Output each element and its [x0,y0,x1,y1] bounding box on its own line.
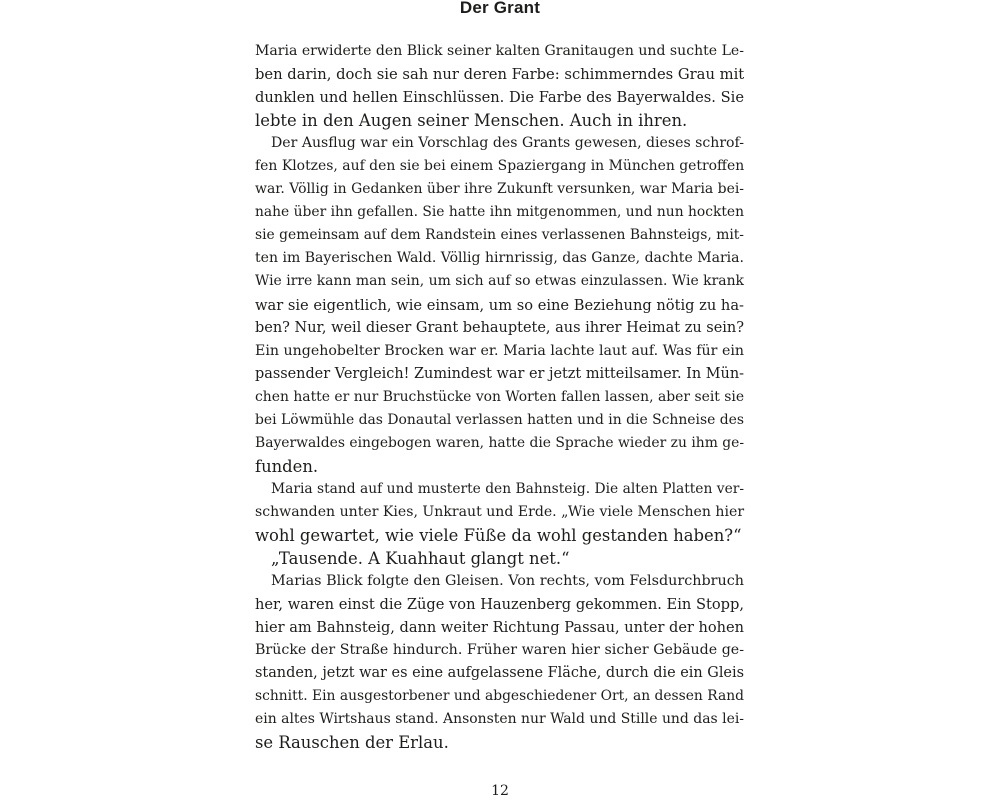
text-line: Ein ungehobelter Brocken war er. Maria lachte laut auf. Was für ein [255,342,744,359]
paragraph-3 [255,478,744,547]
text-line: Bayerwaldes eingebogen waren, hatte die Sprache wieder zu ihm ge- [255,434,745,451]
text-line: war sie eigentlich, wie einsam, um so eine Beziehung nötig zu ha- [255,296,744,314]
text-line: ten im Bayerischen Wald. Völlig hirnrissig, das Ganze, dachte Maria. [255,250,744,267]
running-head-title: Der Grant [459,0,541,17]
text-line: wohl gewartet, wie viele Füße da wohl gestanden haben?“ [255,525,742,545]
text-line: sie gemeinsam auf dem Randstein eines verlassenen Bahnsteigs, mit- [255,227,744,244]
text-line: Der Ausflug war ein Vorschlag des Grants gewesen, dieses schrof- [271,135,744,152]
text-line: ben darin, doch sie sah nur deren Farbe: schimmerndes Grau mit [255,66,745,84]
text-line: Maria stand auf und musterte den Bahnsteig. Die alten Platten ver- [271,480,744,497]
text-line: bei Löwmühle das Donautal verlassen hatten und in die Schneise des [255,411,744,428]
text-line: Maria erwiderte den Blick seiner kalten Granitaugen und suchte Le- [255,43,744,59]
paragraph-5 [255,570,744,754]
text-line: „Tausende. A Kuahhaut glangt net.“ [271,549,570,569]
text-line: hier am Bahnsteig, dann weiter Richtung Passau, unter der hohen [255,619,745,637]
text-line: Brücke der Straße hindurch. Früher waren hier sicher Gebäude ge- [255,642,744,659]
paragraph-1 [255,40,744,132]
text-line: dunklen und hellen Einschlüssen. Die Farbe des Bayerwaldes. Sie [255,89,744,107]
text-line: ein altes Wirtshaus stand. Ansonsten nur Wald und Stille und das lei- [255,711,744,728]
page-number: 12 [491,783,509,799]
text-line: chen hatte er nur Bruchstücke von Worten fallen lassen, aber seit sie [255,388,745,405]
text-line: schnitt. Ein ausgestorbener und abgeschiedener Ort, an dessen Rand [255,688,744,705]
paragraph-2 [255,132,744,478]
text-line: fen Klotzes, auf den sie bei einem Spaziergang in München getroffen [255,158,745,175]
text-line: her, waren einst die Züge von Hauzenberg gekommen. Ein Stopp, [255,596,744,614]
paragraph-4 [255,547,744,570]
text-line: nahe über ihn gefallen. Sie hatte ihn mitgenommen, und nun hockten [255,204,744,221]
text-line: se Rauschen der Erlau. [255,733,449,753]
text-line: Wie irre kann man sein, um sich auf so etwas einzulassen. Wie krank [255,273,744,290]
text-line: standen, jetzt war es eine aufgelassene Fläche, durch die ein Gleis [255,665,744,682]
text-line: lebte in den Augen seiner Menschen. Auch in ihren. [255,111,688,131]
text-line: funden. [255,456,319,476]
text-line: Marias Blick folgte den Gleisen. Von rechts, vom Felsdurchbruch [271,573,744,590]
body-text [255,40,744,754]
text-line: war. Völlig in Gedanken über ihre Zukunft versunken, war Maria bei- [255,181,745,198]
text-line: schwanden unter Kies, Unkraut und Erde. „Wie viele Menschen hier [255,503,745,520]
text-line: ben? Nur, weil dieser Grant behauptete, aus ihrer Heimat zu sein? [255,319,744,336]
text-line: passender Vergleich! Zumindest war er jetzt mitteilsamer. In Mün- [255,365,744,382]
